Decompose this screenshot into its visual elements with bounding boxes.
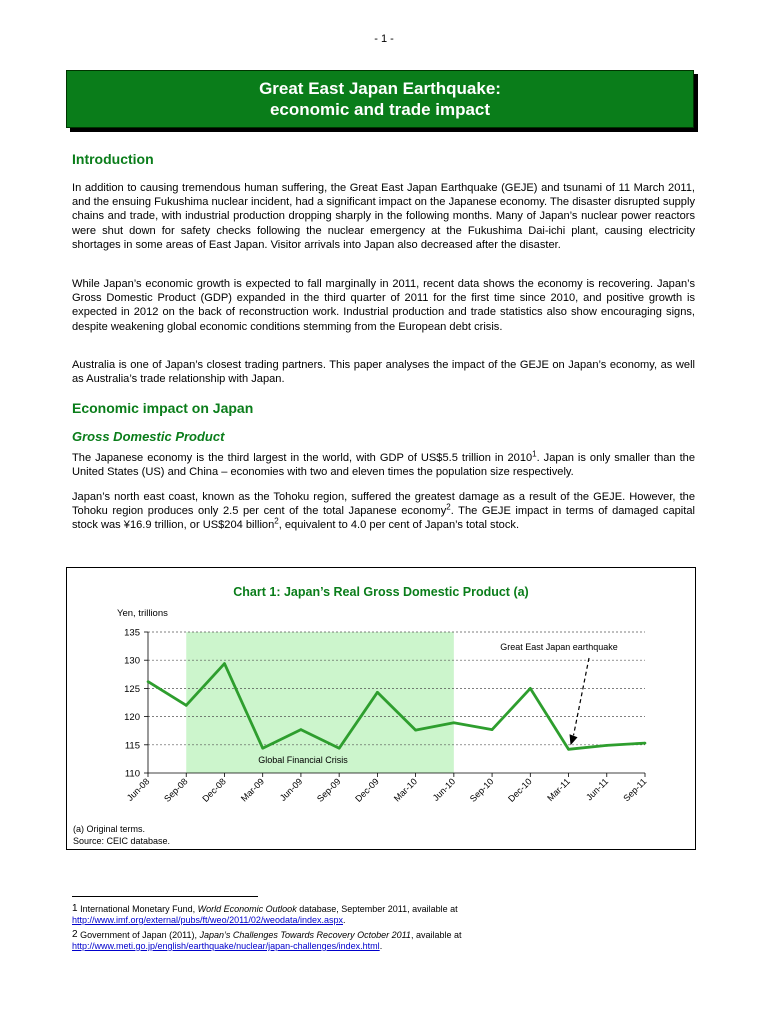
introduction-heading: Introduction (72, 151, 154, 167)
x-tick-label-Sep-10: Sep-10 (467, 776, 496, 804)
footnote-2: 2 Government of Japan (2011), Japan’s Challenges Towards Recovery October 2011, available at http://www.meti.go.jp/english/earthquake/nuclear/japan-challenges/index.html. (72, 929, 462, 951)
x-tick-label-Jun-09: Jun-09 (277, 776, 305, 803)
title-line-1: Great East Japan Earthquake: (259, 79, 501, 98)
data-point-Mar-10 (414, 729, 417, 732)
chart-note: (a) Original terms. (73, 824, 146, 834)
data-point-Sep-09 (338, 747, 341, 750)
data-point-Sep-10 (491, 728, 494, 731)
y-tick-label-120: 120 (124, 712, 140, 724)
x-tick-label-Dec-08: Dec-08 (200, 776, 228, 804)
earthquake-arrow-head (570, 734, 578, 745)
x-tick-label-Dec-09: Dec-09 (353, 776, 381, 804)
intro-paragraph-3: Australia is one of Japan’s closest trading partners. This paper analyses the impact of the GEJE on Japan’s economy, as well as Australia’s trade relationship with Japan. (72, 359, 695, 386)
data-point-Sep-08 (185, 704, 188, 707)
gdp-paragraph-2: Japan’s north east coast, known as the Tohoku region, suffered the greatest damage as a result of the GEJE. However, the Tohoku region produces only 2.5 per cent of the total Japanese economy$^2$. The GEJE impact in terms of damaged capital stock was ¥16.9 trillion, or US$204 billion$^2$, equivalent to 4.0 per cent of Japan’s total stock. (72, 491, 695, 532)
x-tick-label-Dec-10: Dec-10 (506, 776, 534, 804)
gdp-paragraph-1: The Japanese economy is the third largest in the world, with GDP of US$5.5 trillion in 2010$^1$. Japan is only smaller than the United States (US) and China – economies with two and eleven times the population size respectively. (72, 449, 695, 479)
data-point-Dec-08 (223, 662, 226, 665)
data-point-Jun-10 (453, 722, 456, 725)
shaded-region-gfc (186, 632, 454, 773)
data-point-Dec-09 (376, 691, 379, 694)
data-point-Dec-10 (529, 687, 532, 690)
footnote-ref-2b[interactable]: 2 (274, 516, 279, 526)
chart-source: Source: CEIC database. (73, 836, 171, 846)
x-tick-label-Sep-08: Sep-08 (162, 776, 190, 804)
footnote-separator (72, 896, 258, 897)
footnote-1: 1 International Monetary Fund, World Economic Outlook database, September 2011, available at http://www.imf.org/external/pubs/ft/weo/2011/02/weodata/index.aspx. (72, 903, 458, 925)
y-tick-label-110: 110 (124, 768, 140, 780)
data-point-Sep-11 (644, 742, 647, 745)
y-tick-label-115: 115 (124, 740, 140, 752)
x-tick-label-Jun-08: Jun-08 (124, 776, 152, 803)
chart-y-axis-label: Yen, trillions (117, 608, 168, 619)
footnote-ref-1[interactable]: 1 (532, 449, 537, 459)
intro-paragraph-2: While Japan’s economic growth is expected to fall marginally in 2011, recent data shows the economy is recovering. Japan’s Gross Domestic Product (GDP) expanded in the third quarter of 2011 for the first time since 2010, and positive growth is expected in 2012 on the back of reconstruction work. Industrial production and trade statistics also show encouraging signs, despite weakening global economic conditions stemming from the European debt crisis. (72, 278, 695, 333)
data-point-Jun-08 (147, 680, 150, 683)
x-tick-label-Mar-09: Mar-09 (238, 776, 267, 804)
gdp-subheading: Gross Domestic Product (72, 429, 225, 444)
gdp-chart (67, 568, 695, 849)
data-point-Mar-09 (261, 747, 264, 750)
x-tick-label-Mar-11: Mar-11 (545, 776, 572, 804)
earthquake-annotation-label: Great East Japan earthquake (500, 642, 618, 652)
y-tick-label-125: 125 (124, 683, 140, 695)
x-tick-label-Jun-11: Jun-11 (584, 776, 611, 803)
footnote-1-link[interactable]: http://www.imf.org/external/pubs/ft/weo/2011/02/weodata/index.aspx (72, 915, 343, 925)
x-tick-label-Mar-10: Mar-10 (391, 776, 420, 804)
y-tick-label-130: 130 (124, 655, 140, 667)
x-tick-label-Jun-10: Jun-10 (430, 776, 458, 803)
footnote-2-link[interactable]: http://www.meti.go.jp/english/earthquake/nuclear/japan-challenges/index.html (72, 941, 380, 951)
footnote-ref-2[interactable]: 2 (446, 502, 451, 512)
intro-paragraph-1: In addition to causing tremendous human suffering, the Great East Japan Earthquake (GEJE) and tsunami of 11 March 2011, and the ensuing Fukushima nuclear incident, had a significant impact on the Japanese economy. The disaster disrupted supply chains and trade, with industrial production dropping sharply in the following months. Many of Japan’s nuclear power reactors were shut down for safety checks following the nuclear emergency at the Fukushima Dai-ichi plant, causing electricity shortages in some areas of East Japan. Visitor arrivals into Japan also decreased after the disaster. (72, 182, 695, 251)
economic-impact-heading: Economic impact on Japan (72, 400, 254, 416)
data-point-Jun-09 (300, 728, 303, 731)
chart-box (66, 567, 696, 850)
data-point-Mar-11 (567, 748, 570, 751)
title-banner (66, 70, 694, 128)
data-point-Jun-11 (605, 744, 608, 747)
y-tick-label-135: 135 (124, 627, 140, 639)
x-tick-label-Sep-09: Sep-09 (314, 776, 343, 804)
page-number: - 1 - (374, 33, 394, 45)
earthquake-arrow-line (574, 658, 589, 735)
gfc-label: Global Financial Crisis (258, 755, 348, 765)
title-line-2: economic and trade impact (269, 100, 491, 119)
x-tick-label-Sep-11: Sep-11 (621, 776, 649, 804)
chart-title: Chart 1: Japan’s Real Gross Domestic Product (a) (233, 585, 529, 599)
